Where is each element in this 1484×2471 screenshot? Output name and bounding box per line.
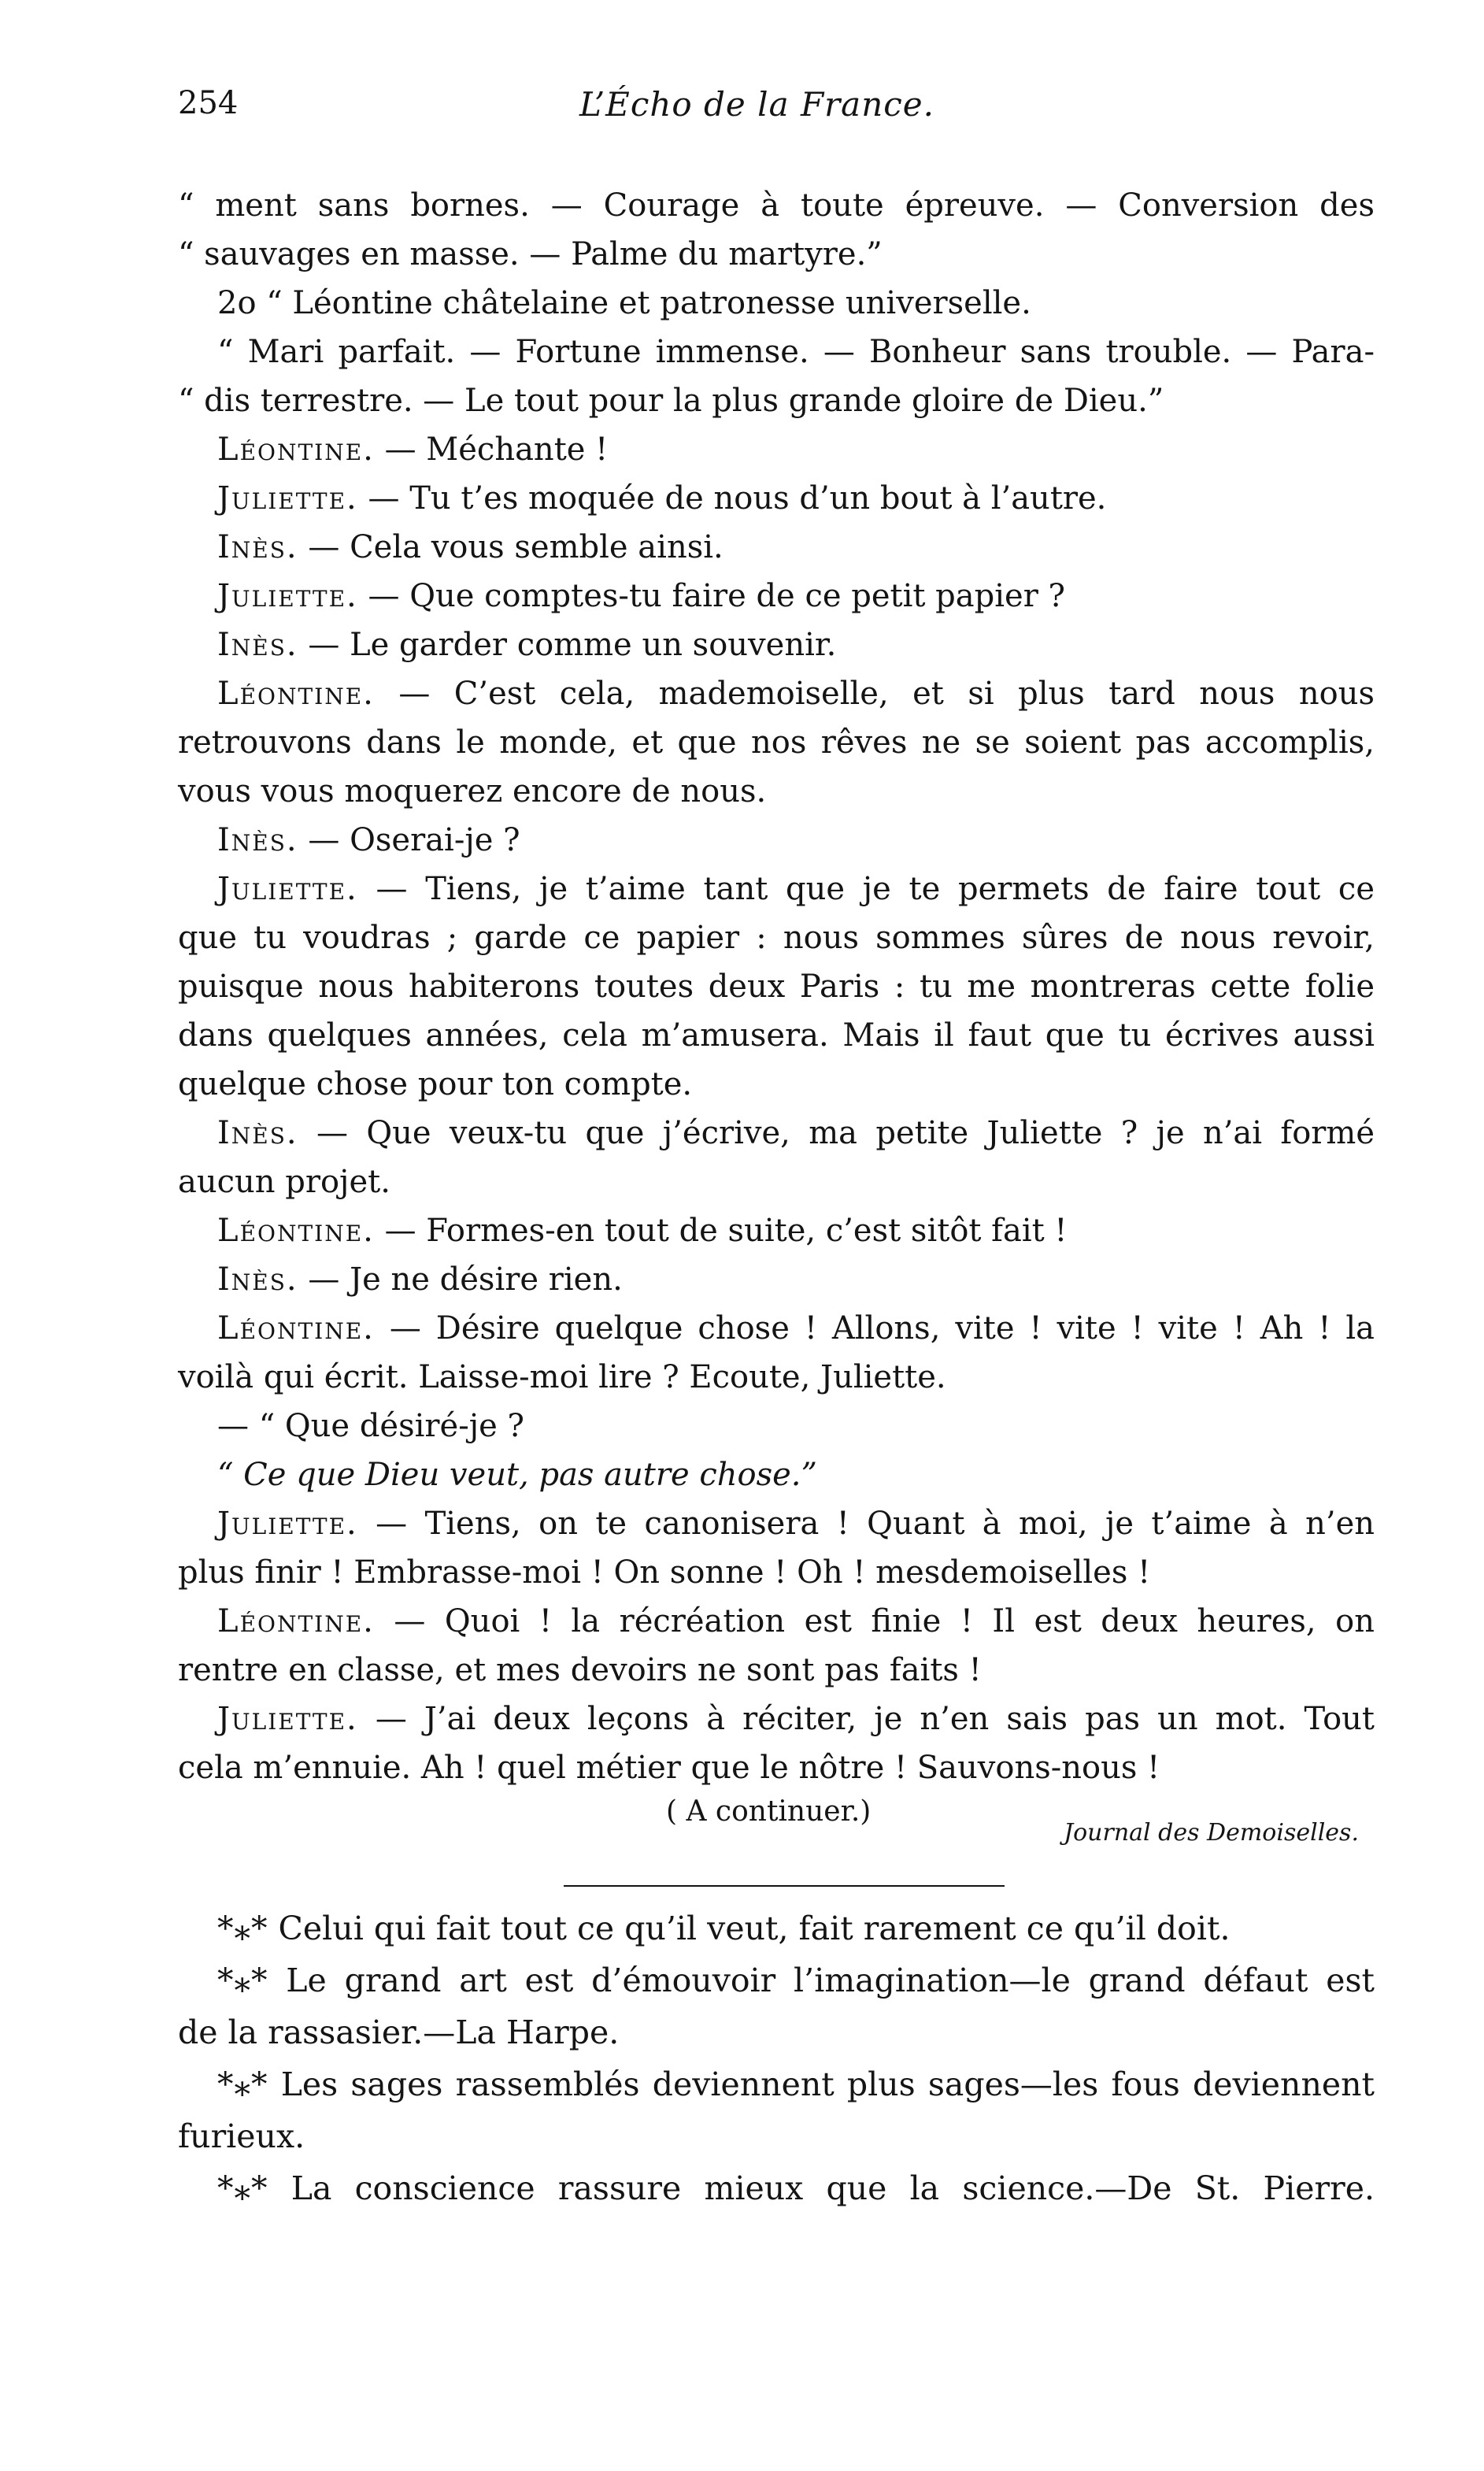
speaker-name: Juliette. [217, 871, 358, 907]
line-text: — Je ne désire rien. [308, 1261, 623, 1298]
line-text: Les sages rassemblés deviennent plus sages—les fous deviennent [280, 2065, 1375, 2103]
line-text: — Le garder comme un souvenir. [308, 627, 837, 663]
text-line [178, 230, 1375, 279]
line-text: vous vous moquerez encore de nous. [178, 773, 767, 809]
maxim-line [178, 1902, 1375, 1954]
quote-mark: “ [178, 187, 194, 224]
quote-mark: “ [178, 236, 194, 272]
text-line [178, 1743, 1375, 1792]
line-text: — Formes-en tout de suite, c’est sitôt fait ! [384, 1213, 1068, 1249]
text-line [178, 621, 1375, 669]
line-text: quelque chose pour ton compte. [178, 1066, 693, 1102]
text-line [178, 913, 1375, 962]
line-text: retrouvons dans le monde, et que nos rêves ne se soient pas accomplis, [178, 724, 1375, 761]
asterism-icon: *⁎* [217, 2169, 268, 2207]
line-text: dans quelques années, cela m’amusera. Mais il faut que tu écrives aussi [178, 1017, 1375, 1054]
line-text: voilà qui écrit. Laisse-moi lire ? Ecoute, Juliette. [178, 1359, 946, 1395]
line-text: “ Ce que Dieu veut, pas autre chose.” [217, 1457, 817, 1493]
text-line [178, 767, 1375, 816]
text-line [178, 572, 1375, 621]
text-line [178, 425, 1375, 474]
line-text: que tu voudras ; garde ce papier : nous sommes sûres de nous revoir, [178, 920, 1375, 956]
asterism-icon: *⁎* [217, 1962, 268, 1999]
text-line [178, 962, 1375, 1011]
text-line [178, 1646, 1375, 1695]
speaker-name: Inès. [217, 529, 298, 565]
line-text: dis terrestre. — Le tout pour la plus grande gloire de Dieu.” [204, 383, 1164, 419]
speaker-name: Juliette. [217, 1506, 358, 1542]
maxim-line [178, 2058, 1375, 2110]
source-citation: Journal des Demoiselles. [1064, 1819, 1359, 1847]
speaker-name: Juliette. [217, 1701, 358, 1737]
speaker-name: Léontine. [217, 676, 375, 712]
text-line [178, 718, 1375, 767]
maxim-line [178, 1954, 1375, 2006]
line-text: — Méchante ! [384, 432, 609, 468]
quote-mark: “ [217, 334, 234, 370]
line-text: — Que veux-tu que j’écrive, ma petite Juliette ? je n’ai formé [316, 1115, 1375, 1151]
text-line [178, 279, 1375, 328]
speaker-name: Léontine. [217, 432, 375, 468]
maxim-line [178, 2162, 1375, 2214]
speaker-name: Inès. [217, 1115, 298, 1151]
line-text: furieux. [178, 2117, 305, 2155]
speaker-name: Léontine. [217, 1603, 375, 1639]
line-text: Le grand art est d’émouvoir l’imagination—le grand défaut est [286, 1962, 1375, 1999]
line-text: Celui qui fait tout ce qu’il veut, fait rarement ce qu’il doit. [278, 1910, 1230, 1947]
text-line [178, 1353, 1375, 1402]
speaker-name: Juliette. [217, 578, 358, 614]
line-text: de la rassasier.—La Harpe. [178, 2013, 620, 2051]
text-line [178, 1060, 1375, 1109]
line-text: — Que comptes-tu faire de ce petit papier ? [368, 578, 1065, 614]
section-divider [564, 1885, 1005, 1887]
line-text: puisque nous habiterons toutes deux Paris : tu me montreras cette folie [178, 969, 1375, 1005]
text-line [178, 1158, 1375, 1206]
page-header [178, 85, 1327, 140]
line-text: 2o “ Léontine châtelaine et patronesse universelle. [217, 285, 1031, 321]
maxim-line [178, 2006, 1375, 2058]
text-line [178, 1255, 1375, 1304]
text-line [178, 1402, 1375, 1450]
speaker-name: Léontine. [217, 1310, 375, 1347]
text-line [178, 1695, 1375, 1743]
line-text: — J’ai deux leçons à réciter, je n’en sais pas un mot. Tout [375, 1701, 1375, 1737]
continuation-note [178, 1792, 1375, 1847]
line-text: — Tiens, on te canonisera ! Quant à moi, je t’aime à n’en [376, 1506, 1375, 1542]
line-text: La conscience rassure mieux que la science.—De St. Pierre. [291, 2169, 1375, 2207]
text-line [178, 1011, 1375, 1060]
line-text: — “ Que désiré-je ? [217, 1408, 524, 1444]
to-be-continued: ( A continuer.) [666, 1795, 872, 1828]
speaker-name: Inès. [217, 1261, 298, 1298]
text-line [178, 1109, 1375, 1158]
text-line [178, 865, 1375, 913]
line-text: plus finir ! Embrasse-moi ! On sonne ! Oh ! mesdemoiselles ! [178, 1554, 1151, 1591]
line-text: ment sans bornes. — Courage à toute épreuve. — Conversion des [215, 187, 1375, 224]
dialogue-lines [178, 181, 1375, 1792]
text-line [178, 816, 1375, 865]
asterism-icon: *⁎* [217, 2065, 268, 2103]
maxims-section [178, 1902, 1375, 2214]
maxim-line [178, 2110, 1375, 2162]
speaker-name: Inès. [217, 627, 298, 663]
text-line [178, 474, 1375, 523]
line-text: — Oserai-je ? [308, 822, 520, 858]
speaker-name: Juliette. [217, 480, 358, 517]
text-line [178, 376, 1375, 425]
quote-mark: “ [178, 383, 194, 419]
running-title: L’Écho de la France. [579, 85, 934, 124]
text-line [178, 669, 1375, 718]
page-number: 254 [178, 85, 239, 121]
text-line [178, 1450, 1375, 1499]
line-text: aucun projet. [178, 1164, 390, 1200]
text-line [178, 328, 1375, 376]
text-line [178, 523, 1375, 572]
asterism-icon: *⁎* [217, 1910, 268, 1947]
line-text: — Tu t’es moquée de nous d’un bout à l’autre. [368, 480, 1107, 517]
line-text: rentre en classe, et mes devoirs ne sont pas faits ! [178, 1652, 982, 1688]
line-text: — C’est cela, mademoiselle, et si plus tard nous nous [398, 676, 1375, 712]
speaker-name: Inès. [217, 822, 298, 858]
line-text: — Cela vous semble ainsi. [308, 529, 723, 565]
text-line [178, 1499, 1375, 1548]
line-text: — Désire quelque chose ! Allons, vite ! vite ! vite ! Ah ! la [389, 1310, 1375, 1347]
line-text: Mari parfait. — Fortune immense. — Bonheur sans trouble. — Para- [247, 334, 1375, 370]
line-text: — Tiens, je t’aime tant que je te permets de faire tout ce [376, 871, 1375, 907]
dialogue-text [178, 181, 1375, 2214]
text-line [178, 1304, 1375, 1353]
line-text: sauvages en masse. — Palme du martyre.” [204, 236, 883, 272]
text-line [178, 1548, 1375, 1597]
line-text: — Quoi ! la récréation est finie ! Il est deux heures, on [394, 1603, 1375, 1639]
line-text: cela m’ennuie. Ah ! quel métier que le nôtre ! Sauvons-nous ! [178, 1750, 1160, 1786]
text-line [178, 1597, 1375, 1646]
speaker-name: Léontine. [217, 1213, 375, 1249]
text-line [178, 181, 1375, 230]
text-line [178, 1206, 1375, 1255]
